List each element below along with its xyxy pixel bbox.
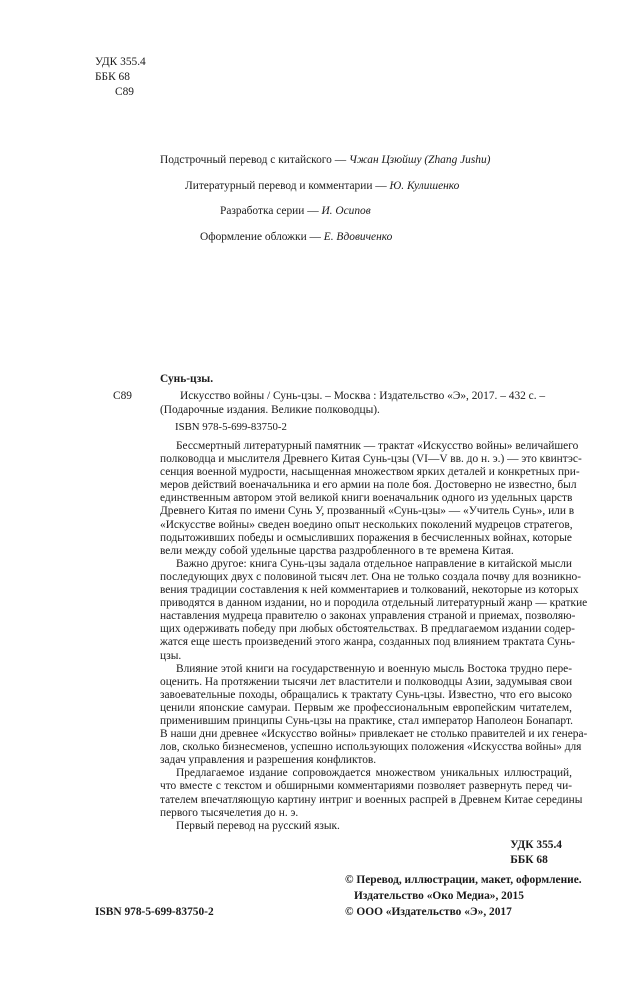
record-description-1: Искусство войны / Сунь-цзы. – Москва : Издательство «Э», 2017. – 432 с. –: [180, 390, 546, 402]
author-sign: С89: [115, 86, 134, 98]
credit-translation: [0, 153, 619, 179]
footer-bbk: ББК 68: [510, 854, 548, 866]
paragraph-line: что вместе с текстом и обширными комментариями позволяет развернуть перед чи-: [160, 780, 572, 793]
credit-role: Литературный перевод и комментарии —: [185, 179, 390, 192]
footer-udk: УДК 355.4: [510, 839, 562, 851]
paragraph-line: Первый перевод на русский язык.: [176, 819, 340, 832]
paragraph-line: В наши дни древнее «Искусство войны» привлекает не столько правителей и их генера-: [160, 728, 588, 741]
credit-name: И. Осипов: [321, 205, 371, 217]
paragraph-line: цзы.: [160, 649, 182, 662]
paragraph-line: ценили японские самураи. Первым же профессиональным европейским читателем,: [160, 701, 572, 714]
copyright-block: [345, 874, 582, 922]
credit-name: Ю. Кулишенко: [389, 179, 460, 192]
paragraph-line: Важно другое: книга Сунь-цзы задала отдельное направление в китайской мысли: [176, 557, 572, 570]
paragraph-line: первого тысячелетия до н. э.: [160, 806, 299, 819]
bottom-isbn: ISBN 978-5-699-83750-2: [95, 906, 214, 918]
paragraph-line: Предлагаемое издание сопровождается множеством уникальных иллюстраций,: [176, 767, 572, 780]
udk-code: УДК 355.4: [95, 56, 146, 68]
credit-series: [0, 204, 619, 230]
paragraph-line: применившим принципы Сунь-цзы на практике, стал император Наполеон Бонапарт.: [160, 714, 573, 727]
paragraph-line: щих одерживать победу при любых обстоятельствах. В предлагаемом издании содер-: [160, 623, 575, 636]
credit-role: Подстрочный перевод с китайского —: [160, 154, 349, 166]
paragraph-line: оценить. На протяжении тысячи лет властители и полководцы Азии, задумывая свои: [160, 675, 573, 688]
credit-name: Чжан Цзюйшу (Zhang Jushu): [348, 154, 491, 166]
paragraph-line: полководца и мыслителя Древнего Китая Сунь-цзы (VI—V вв. до н. э.) — это квинтэс-: [160, 453, 582, 466]
record-sign: С89: [113, 390, 132, 402]
copyright-line: Издательство «Око Медиа», 2015: [354, 890, 524, 902]
copyright-line: © ООО «Издательство «Э», 2017: [345, 906, 512, 918]
record-description-2: (Подарочные издания. Великие полководцы).: [160, 404, 380, 416]
bbk-code: ББК 68: [95, 71, 130, 83]
record-isbn: ISBN 978-5-699-83750-2: [175, 421, 287, 433]
credit-role: Разработка серии —: [220, 205, 322, 217]
paragraph-line: Влияние этой книги на государственную и военную мысль Востока трудно пере-: [176, 662, 572, 675]
classification-codes: [95, 55, 146, 100]
paragraph-line: приводятся в данном издании, но и породила отдельный литературный жанр — краткие: [160, 597, 588, 610]
paragraph-line: «Искусстве войны» сведен воедино опыт нескольких поколений мудрецов стратегов,: [160, 518, 573, 531]
paragraph-line: меров действий военачальника и его армии на поле боя. Достоверно не известно, был: [160, 479, 577, 492]
paragraph-line: тателем впечатляющую картину интриг и военных распрей в Древнем Китае середины: [160, 793, 583, 806]
paragraph-line: Бессмертный литературный памятник — трактат «Искусство войны» величайшего: [176, 440, 579, 452]
copyright-line: © Перевод, иллюстрации, макет, оформление.: [345, 874, 582, 886]
credit-cover: [0, 230, 619, 256]
paragraph-line: жатся еще шесть произведений этого жанра, созданных под влиянием трактата Сунь-: [160, 636, 576, 649]
paragraph-line: завоевательные походы, обращались к трактату Сунь-цзы. Известно, что его высоко: [160, 688, 572, 701]
record-author: Сунь-цзы.: [160, 373, 214, 385]
credit-name: Е. Вдовиченко: [323, 230, 393, 243]
paragraph-line: вели между собой удельные царства раздробленного в те времена Китая.: [160, 544, 514, 557]
credit-role: Оформление обложки —: [200, 230, 324, 243]
footer-codes: [510, 839, 562, 869]
paragraph-line: вения традиции составления к ней комментариев и толкований, некоторые из которых: [160, 584, 579, 597]
paragraph-line: подытоживших победы и осмысливших поражения в бесчисленных войнах, которые: [160, 531, 572, 544]
paragraph-line: последующих двух с половиной тысяч лет. Она не только создала почву для возникно-: [160, 570, 582, 583]
paragraph-line: Древнего Китая по имени Сунь У, прозванный «Сунь-цзы» — «Учитель Сунь», или в: [160, 505, 575, 518]
annotation-text: [160, 440, 588, 833]
credit-literary: [0, 179, 619, 205]
paragraph-line: наставления мудреца правителю о законах управления страной и приемах, позволяю-: [160, 610, 576, 623]
paragraph-line: задач управления и разрешения конфликтов.: [160, 754, 377, 767]
paragraph-line: единственным автором этой великой книги военачальник одного из удельных царств: [160, 492, 573, 505]
paragraph-line: сенция военной мудрости, насыщенная множеством ярких деталей и конкретных при-: [160, 466, 580, 479]
credits: [0, 153, 619, 255]
paragraph-line: лов, сколько бизнесменов, успешно использующих положения «Искусства войны» для: [160, 741, 582, 754]
